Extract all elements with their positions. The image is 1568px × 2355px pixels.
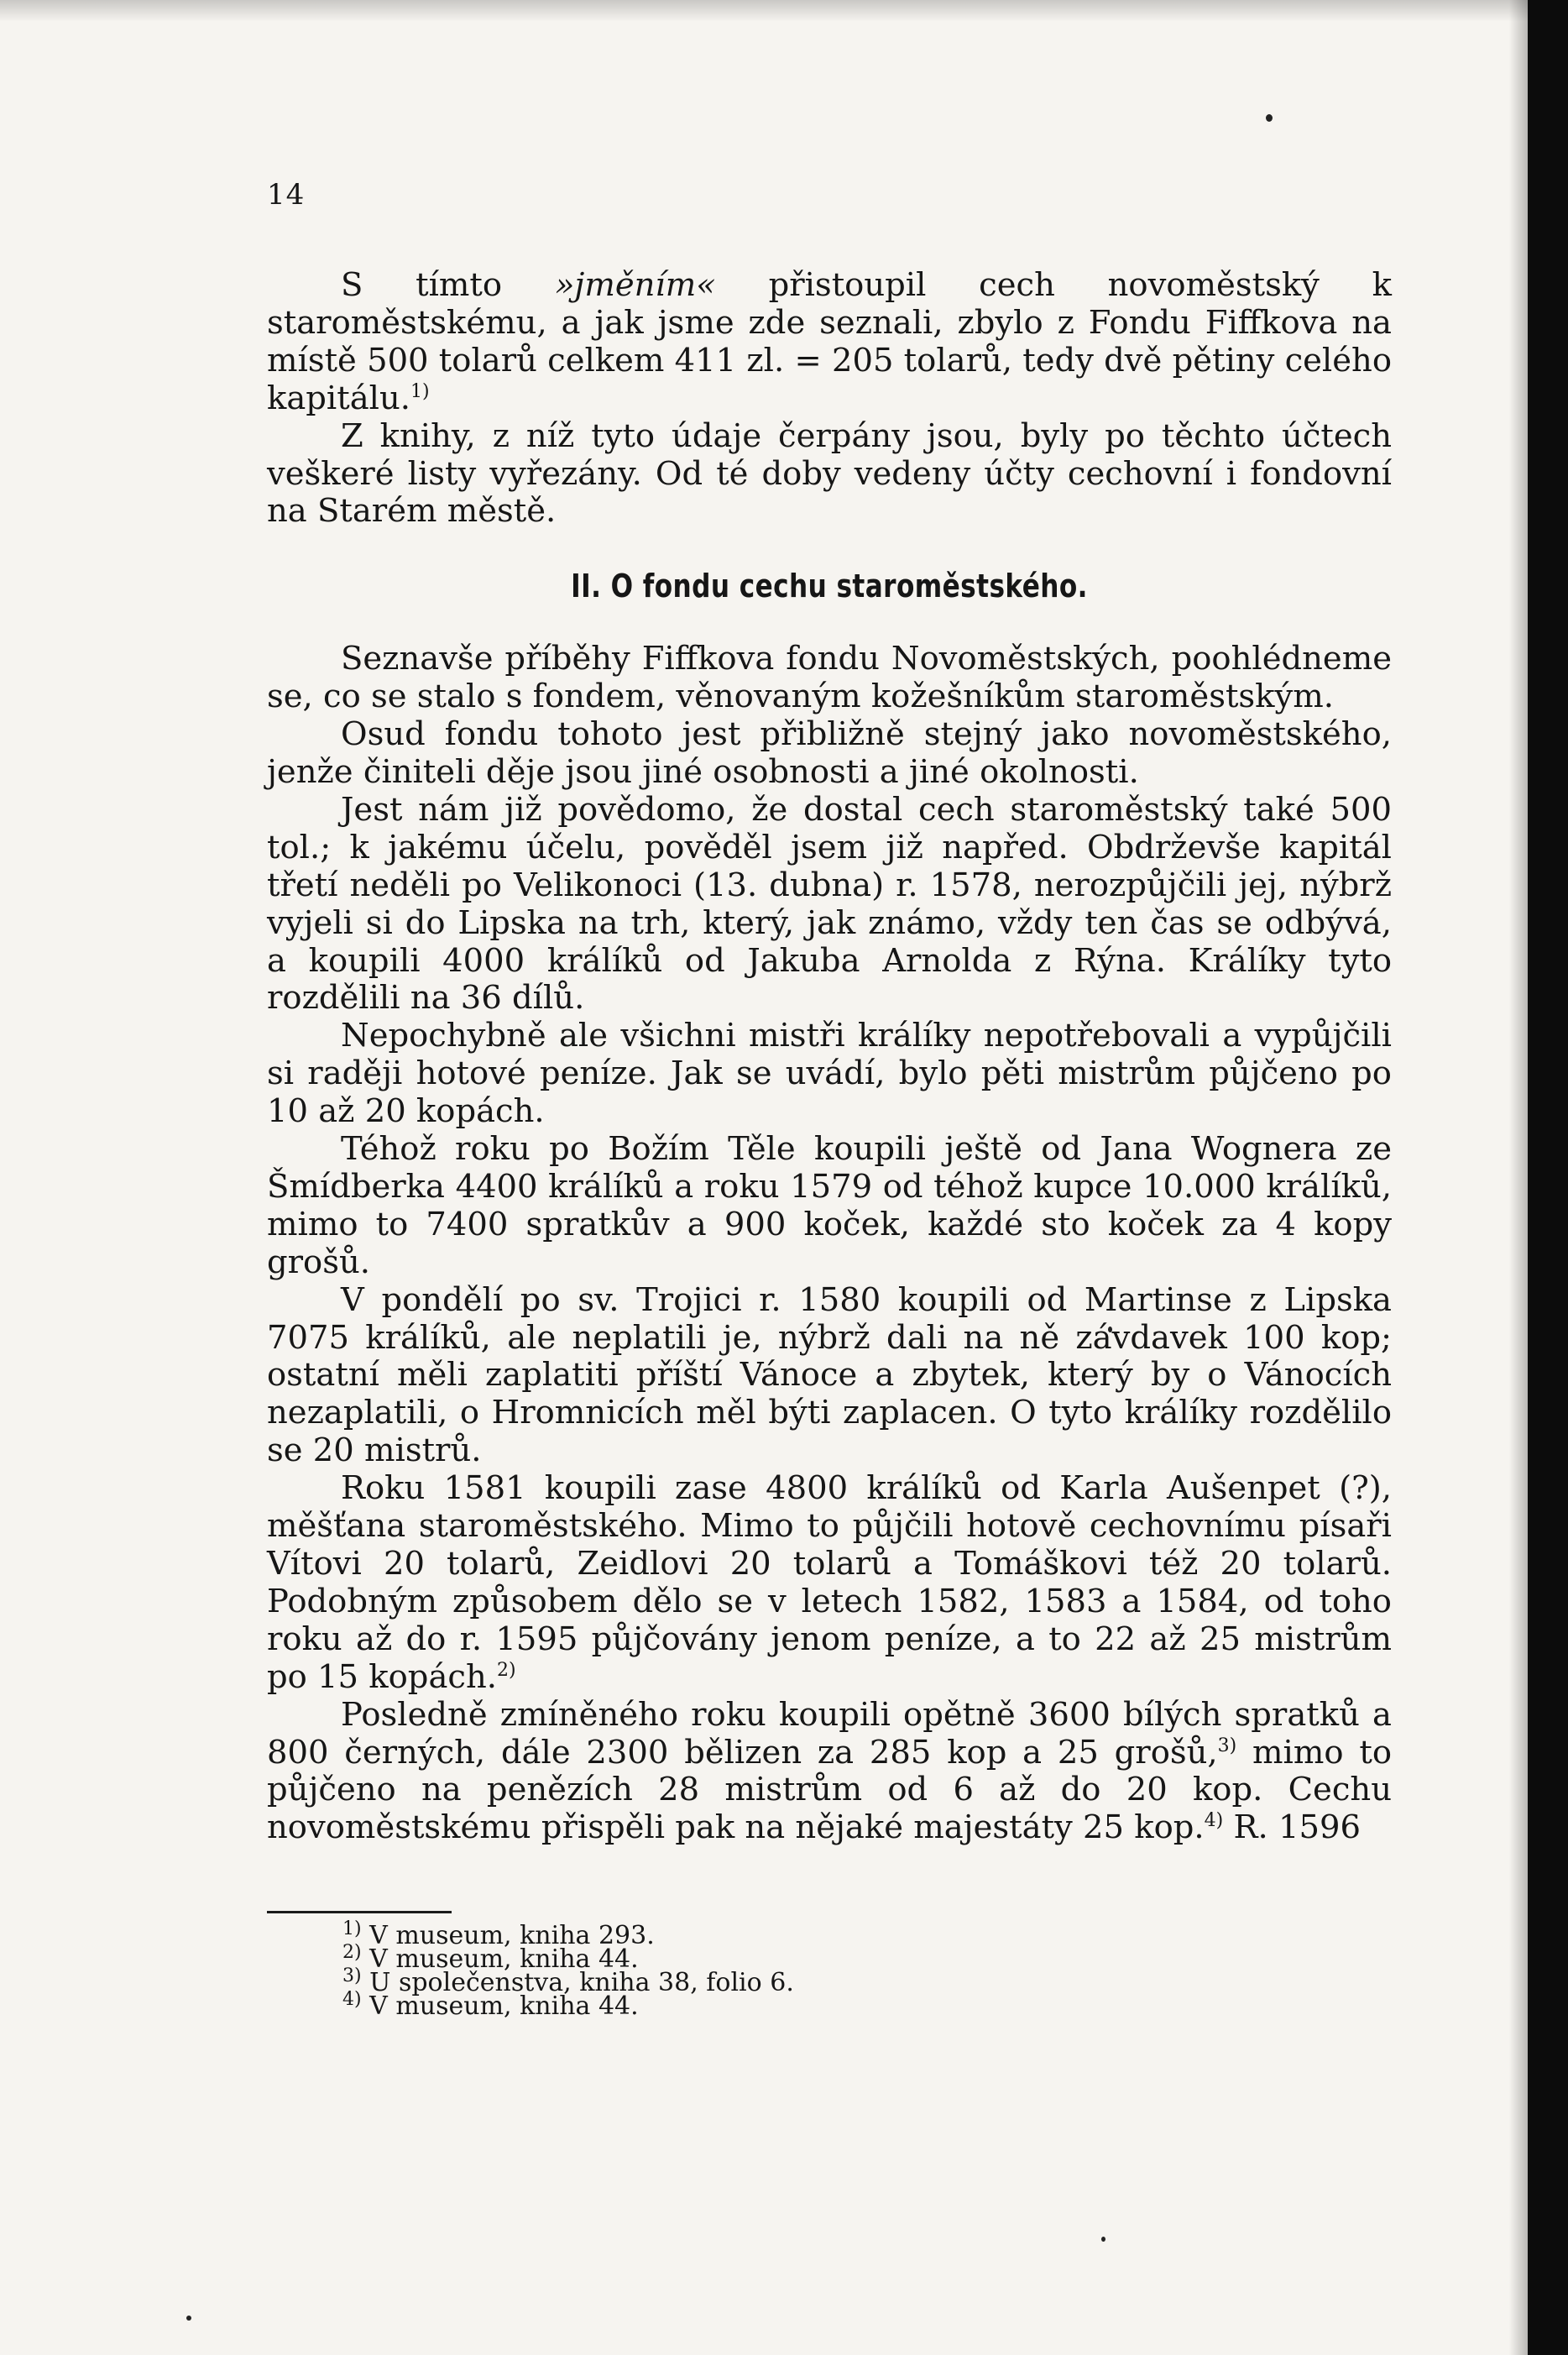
paragraph-text: S tímto (341, 266, 555, 304)
paragraph: Nepochybně ale všichni mistři králíky nepotřebovali a vypůjčili si raději hotové peníze. Jak se uvádí, bylo pěti mistrům půjčeno po 10 až 20 kopách. (267, 1017, 1392, 1131)
scan-speck (1101, 2237, 1105, 2242)
paragraph (267, 1697, 1392, 1848)
footnote-ref: 3) (1217, 1735, 1237, 1756)
emphasized-term: »jměním« (554, 266, 716, 304)
scan-speck (186, 2316, 191, 2321)
scan-speck (1266, 114, 1273, 122)
footnote-ref: 4) (1204, 1810, 1224, 1832)
paragraph-text: přistoupil cech novoměstský k staroměstskému, a jak jsme zde seznali, zbylo z Fondu Fiffkova na místě 500 tolarů celkem 411 zl. = 205 tolarů, tedy dvě pětiny celého kapitálu. (267, 266, 1392, 417)
footnote-mark: 3) (342, 1965, 362, 1986)
page-number: 14 (267, 178, 306, 212)
paragraph: Seznavše příběhy Fiffkova fondu Novoměstských, poohlédneme se, co se stalo s fondem, věnovaným kožešníkům staroměstským. (267, 640, 1392, 716)
footnote-mark: 2) (342, 1942, 362, 1963)
footnote-text: V museum, kniha 44. (369, 1991, 639, 2021)
paragraph (267, 267, 1392, 418)
paragraph-text: Roku 1581 koupili zase 4800 králíků od Karla Aušenpet (?), měšťana staroměstského. Mimo to půjčili hotově cechovnímu písaři Vítovi 20 tolarů, Zeidlovi 20 tolarů a Tomáškovi též 20 tolarů. Podobným způsobem dělo se v letech 1582, 1583 a 1584, od toho roku až do r. 1595 půjčovány jenom peníze, a to 22 až 25 mistrům po 15 kopách. (267, 1469, 1392, 1696)
paragraph-text: Posledně zmíněného roku koupili opětně 3600 bílých spratků a 800 černých, dále 2300 bělizen za 285 kop a 25 grošů, (267, 1695, 1392, 1771)
footnote-text: V museum, kniha 44. (369, 1944, 639, 1974)
paragraph (267, 1470, 1392, 1696)
body-text (267, 267, 1392, 1847)
footnote-text: U společenstva, kniha 38, folio 6. (369, 1968, 794, 1997)
paragraph: Z knihy, z níž tyto údaje čerpány jsou, byly po těchto účtech veškeré listy vyřezány. Od té doby vedeny účty cechovní i fondovní na Starém městě. (267, 416, 1392, 531)
footnotes (342, 1918, 794, 2021)
footnote-text: V museum, kniha 293. (369, 1921, 655, 1950)
footnote-ref: 2) (497, 1659, 516, 1681)
scan-border-right (1528, 0, 1568, 2355)
footnote-mark: 4) (342, 1989, 362, 2010)
paragraph: Jest nám již povědomo, že dostal cech staroměstský také 500 tol.; k jakému účelu, pověděl jsem již napřed. Obdrževše kapitál třetí neděli po Velikonoci (13. dubna) r. 1578, nerozpůjčili jej, nýbrž vyjeli si do Lipska na trh, který, jak známo, vždy ten čas se odbývá, a koupili 4000 králíků od Jakuba Arnolda z Rýna. Králíky tyto rozdělili na 36 dílů. (267, 790, 1392, 1018)
scan-shadow-right (1509, 0, 1528, 2355)
paragraph-text: mimo to půjčeno na penězích 28 mistrům od 6 až do 20 kop. Cechu novoměstskému přispěli pak na nějaké majestáty 25 kop. (267, 1733, 1392, 1847)
footnote (342, 1989, 794, 2021)
footnote-ref: 1) (410, 380, 430, 402)
scan-shadow-top (0, 0, 1568, 22)
section-heading: II. O fondu cechu staroměstského. (571, 568, 1088, 605)
footnote-divider (267, 1911, 452, 1913)
paragraph: Téhož roku po Božím Těle koupili ještě od Jana Wognera ze Šmídberka 4400 králíků a roku 1579 od téhož kupce 10.000 králíků, mimo to 7400 spratkův a 900 koček, každé sto koček za 4 kopy grošů. (267, 1130, 1392, 1281)
paragraph-text: R. 1596 (1223, 1808, 1361, 1847)
paragraph: Osud fondu tohoto jest přibližně stejný jako novoměstského, jenže činiteli děje jsou jiné osobnosti a jiné okolnosti. (267, 715, 1392, 791)
paragraph: V pondělí po sv. Trojici r. 1580 koupili od Martinse z Lipska 7075 králíků, ale neplatili je, nýbrž dali na ně závdavek 100 kop; ostatní měli zaplatiti příští Vánoce a zbytek, který by o Vánocích nezaplatili, o Hromnicích měl býti zaplacen. O tyto králíky rozdělilo se 20 mistrů. (267, 1280, 1392, 1470)
footnote-mark: 1) (342, 1918, 362, 1939)
